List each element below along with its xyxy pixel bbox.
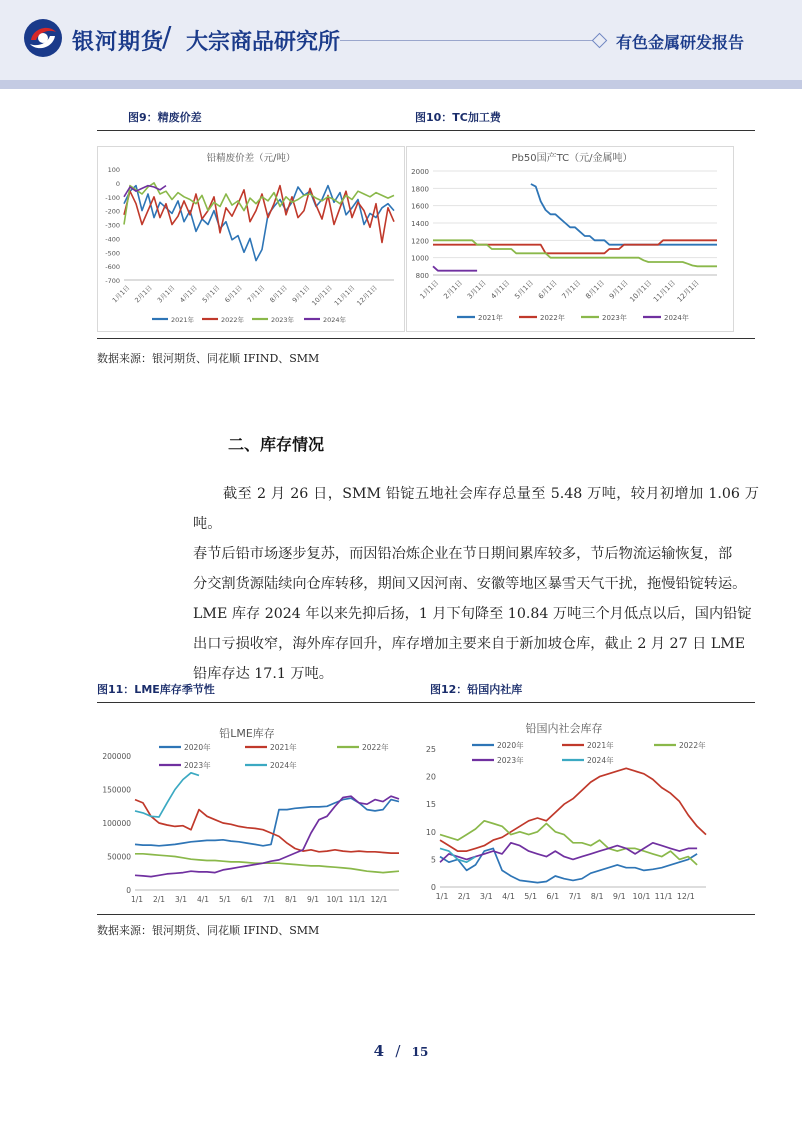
page-separator: / <box>395 1042 401 1060</box>
x-tick-label: 3月1日 <box>465 278 488 301</box>
y-tick-label: 200000 <box>102 752 131 761</box>
fig10-label: 图10：TC加工费 <box>415 111 501 124</box>
x-tick-label: 6/1 <box>240 895 254 904</box>
y-tick-label: -600 <box>105 263 120 272</box>
brand-slash: / <box>162 20 172 53</box>
x-tick-label: 12/1 <box>676 892 695 901</box>
y-tick-label: 15 <box>425 800 436 810</box>
y-tick-label: 0 <box>430 883 436 892</box>
x-tick-label: 7/1 <box>568 892 582 901</box>
series-line <box>135 796 399 876</box>
x-tick-label: 9月1日 <box>607 278 630 301</box>
y-tick-label: 1000 <box>411 254 429 263</box>
x-tick-label: 7月1日 <box>560 278 583 301</box>
page-current: 4 <box>373 1042 385 1060</box>
paragraph-line: 截至 2 月 26 日，SMM 铅锭五地社会库存总量至 5.48 万吨，较月初增加 1.06 万吨。 <box>193 486 759 532</box>
x-tick-label: 10月1日 <box>310 283 334 308</box>
header-band <box>0 80 802 89</box>
fig11-panel <box>97 712 411 908</box>
y-tick-label: 100 <box>107 166 120 174</box>
brand-name: 银河期货 <box>72 30 165 55</box>
report-type: 有色金属研发报告 <box>616 33 745 52</box>
y-tick-label: 1800 <box>411 185 429 194</box>
chart-title: 铅国内社会库存 <box>525 722 603 735</box>
legend-label: 2022年 <box>540 314 565 322</box>
paragraph-line: 分交割货源陆续向仓库转移，期间又因河南、安徽等地区暴雪天气干扰，拖慢铅锭转运。 <box>193 576 747 592</box>
x-tick-label: 12月1日 <box>355 283 379 308</box>
x-tick-label: 6月1日 <box>536 278 559 301</box>
x-tick-label: 12月1日 <box>675 278 701 304</box>
x-tick-label: 11/1 <box>348 895 366 904</box>
y-tick-label: -300 <box>105 221 120 230</box>
paragraph-line: 出口亏损收窄，海外库存回升，库存增加主要来自于新加坡仓库，截止 2 月 27 日 LME <box>193 636 746 652</box>
series-line <box>124 186 394 243</box>
x-tick-label: 8/1 <box>590 892 604 901</box>
section-title: 二、库存情况 <box>228 435 325 454</box>
series-line <box>135 773 199 817</box>
page-header <box>0 0 802 80</box>
figure-top-rule <box>97 130 755 131</box>
legend-label: 2020年 <box>497 741 524 750</box>
x-tick-label: 2月1日 <box>442 278 465 301</box>
x-tick-label: 5/1 <box>218 895 232 904</box>
legend-label: 2024年 <box>323 316 347 324</box>
fig9-label: 图9：精废价差 <box>128 111 202 124</box>
fig9-panel <box>97 146 405 332</box>
x-tick-label: 1/1 <box>435 892 449 901</box>
figure-top-rule <box>97 702 755 703</box>
x-tick-label: 3月1日 <box>155 283 177 305</box>
x-tick-label: 10/1 <box>326 895 344 904</box>
chart-title: 铅精废价差（元/吨） <box>206 153 296 164</box>
x-tick-label: 12/1 <box>370 895 388 904</box>
fig11-chart <box>97 712 411 908</box>
x-tick-label: 8月1日 <box>584 278 607 301</box>
legend-label: 2024年 <box>270 761 297 770</box>
y-tick-label: 25 <box>425 745 436 754</box>
y-tick-label: -500 <box>105 249 120 258</box>
chart-title: Pb50国产TC（元/金属吨） <box>511 153 633 164</box>
y-tick-label: 0 <box>115 179 120 188</box>
legend-label: 2023年 <box>602 314 627 322</box>
y-tick-label: 150000 <box>102 785 131 795</box>
header-divider <box>340 40 592 41</box>
figure-bottom-rule <box>97 338 755 339</box>
y-tick-label: 0 <box>126 886 131 895</box>
x-tick-label: 7/1 <box>262 895 276 904</box>
legend-label: 2022年 <box>221 316 245 324</box>
figure-bottom-rule <box>97 914 755 915</box>
x-tick-label: 1月1日 <box>110 283 132 305</box>
legend-label: 2020年 <box>184 743 211 752</box>
x-tick-label: 11/1 <box>654 892 673 901</box>
fig10-panel <box>406 146 734 332</box>
x-tick-label: 5/1 <box>524 892 538 901</box>
series-line <box>440 768 706 851</box>
x-tick-label: 5月1日 <box>513 278 536 301</box>
legend-label: 2023年 <box>184 761 211 770</box>
x-tick-label: 2/1 <box>457 892 471 901</box>
x-tick-label: 2月1日 <box>133 283 154 305</box>
x-tick-label: 7月1日 <box>245 283 267 305</box>
source-note-top: 数据来源：银河期货、同花顺 IFIND、SMM <box>97 352 320 365</box>
chart-title: 铅LME库存 <box>219 727 275 740</box>
x-tick-label: 4/1 <box>502 892 515 901</box>
x-tick-label: 4月1日 <box>178 283 199 305</box>
legend-label: 2021年 <box>587 741 614 750</box>
series-line <box>135 854 399 873</box>
series-line <box>440 848 697 882</box>
x-tick-label: 5月1日 <box>200 283 222 305</box>
y-tick-label: -400 <box>105 235 120 244</box>
y-tick-label: 5 <box>430 855 436 865</box>
legend-label: 2021年 <box>171 316 195 324</box>
y-tick-label: 20 <box>425 772 436 782</box>
x-tick-label: 6月1日 <box>223 283 244 305</box>
paragraph-line: LME 库存 2024 年以来先抑后扬，1 月下旬降至 10.84 万吨三个月低点以后，国内铅锭 <box>193 606 752 622</box>
x-tick-label: 9月1日 <box>290 283 312 305</box>
fig11-label: 图11：LME库存季节性 <box>97 683 215 696</box>
x-tick-label: 8/1 <box>284 895 298 904</box>
x-tick-label: 6/1 <box>546 892 560 901</box>
x-tick-label: 10/1 <box>632 892 651 901</box>
legend-label: 2022年 <box>362 743 389 752</box>
legend-label: 2021年 <box>478 314 503 322</box>
x-tick-label: 3/1 <box>479 892 493 901</box>
fig12-panel <box>416 712 746 908</box>
paragraph-line: 铅库存达 17.1 万吨。 <box>193 666 333 682</box>
x-tick-label: 11月1日 <box>652 278 678 304</box>
x-tick-label: 4月1日 <box>489 278 512 301</box>
x-tick-label: 3/1 <box>174 895 188 904</box>
galaxy-logo-icon <box>23 18 63 58</box>
y-tick-label: 2000 <box>411 168 429 176</box>
y-tick-label: 100000 <box>102 819 131 828</box>
y-tick-label: -700 <box>105 277 120 285</box>
fig12-label: 图12：铅国内社库 <box>430 683 523 696</box>
y-tick-label: 1400 <box>411 220 429 228</box>
series-line <box>135 798 399 846</box>
x-tick-label: 11月1日 <box>332 283 357 308</box>
fig9-chart <box>98 147 404 331</box>
x-tick-label: 2/1 <box>152 895 166 904</box>
fig10-chart <box>407 147 733 331</box>
body-paragraph <box>193 479 759 689</box>
y-tick-label: 1600 <box>411 202 429 211</box>
x-tick-label: 4/1 <box>196 895 210 904</box>
y-tick-label: 50000 <box>107 852 131 862</box>
diamond-icon <box>592 33 608 49</box>
x-tick-label: 1月1日 <box>418 278 441 301</box>
series-line <box>531 184 717 245</box>
legend-label: 2021年 <box>270 743 297 752</box>
fig12-chart <box>416 712 746 908</box>
y-tick-label: -100 <box>105 193 120 202</box>
paragraph-line: 春节后铅市场逐步复苏，而因铅冶炼企业在节日期间累库较多，节后物流运输恢复，部 <box>193 546 733 562</box>
source-note-bottom: 数据来源：银河期货、同花顺 IFIND、SMM <box>97 924 320 937</box>
y-tick-label: 10 <box>425 827 436 837</box>
page-number <box>0 1042 802 1060</box>
x-tick-label: 1/1 <box>130 895 144 904</box>
legend-label: 2023年 <box>497 756 524 765</box>
series-line <box>433 266 477 270</box>
x-tick-label: 9/1 <box>612 892 626 901</box>
legend-label: 2024年 <box>587 756 614 765</box>
legend-label: 2022年 <box>679 741 706 750</box>
y-tick-label: 1200 <box>411 237 429 246</box>
x-tick-label: 9/1 <box>306 895 320 904</box>
y-tick-label: 800 <box>415 272 429 280</box>
legend-label: 2024年 <box>664 314 689 322</box>
legend-label: 2023年 <box>271 316 295 324</box>
x-tick-label: 10月1日 <box>628 278 654 304</box>
page-total: 15 <box>411 1045 429 1059</box>
y-tick-label: -200 <box>105 207 120 216</box>
x-tick-label: 8月1日 <box>268 283 289 305</box>
institute-name: 大宗商品研究所 <box>186 30 341 55</box>
